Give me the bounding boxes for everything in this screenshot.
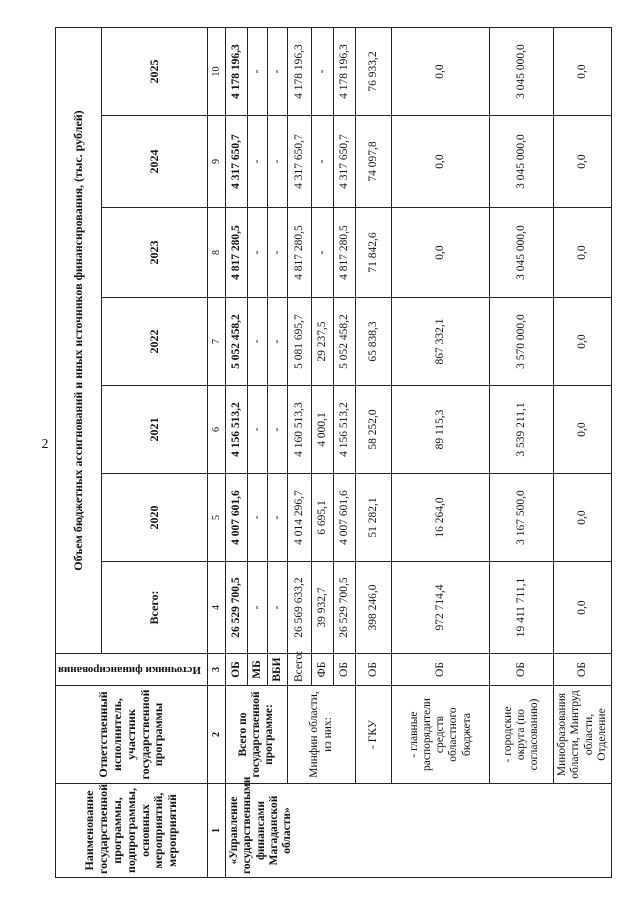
row-source: ОБ [226,654,248,686]
row-value: 3 539 211,1 [490,386,554,474]
row-executor: Минобразования области, Минтруд области, Отделение [554,686,612,784]
column-number-row [208,27,226,877]
row-source: ОБ [356,654,392,686]
header-volume: Объем бюджетных ассигнований и иных источников финансирования, (тыс. рублей) [56,27,102,653]
row-value: - [248,208,268,298]
row-value: 26 569 633,2 [288,562,312,654]
row-value: 398 246,0 [356,562,392,654]
row-value: 4 156 513,2 [334,386,356,474]
table-row [554,27,612,877]
header-name: Наименование государственной программы, подпрограммы, основных мероприятий, мероприятий [56,784,208,878]
row-value: 972 714,4 [392,562,490,654]
row-value: 0,0 [554,474,612,562]
row-value: 0,0 [554,298,612,386]
row-value: 4 007 601,6 [226,474,248,562]
row-source: Всего: [288,654,312,686]
row-value: - [268,386,288,474]
row-value: 4 178 196,3 [226,27,248,115]
row-value: 0,0 [392,27,490,115]
row-value: 0,0 [554,27,612,115]
row-value: - [268,116,288,208]
row-value: - [248,27,268,115]
row-value: 89 115,3 [392,386,490,474]
budget-table [55,27,612,878]
header-sources [56,654,208,686]
row-value: - [248,562,268,654]
row-source: ОБ [392,654,490,686]
col-number: 4 [208,562,226,654]
row-source: ВБИ [268,654,288,686]
row-value: 4 817 280,5 [334,208,356,298]
col-number: 7 [208,298,226,386]
row-value: 76 933,2 [356,27,392,115]
row-value: - [248,474,268,562]
budget-table-container [55,28,608,878]
row-value: 0,0 [392,208,490,298]
row-executor: - главные распорядители средств областного бюджета [392,686,490,784]
row-value: 3 045 000,0 [490,116,554,208]
col-number: 8 [208,208,226,298]
row-value: 39 932,7 [312,562,334,654]
row-value: - [248,116,268,208]
row-value: 58 252,0 [356,386,392,474]
row-value: 4 160 513,3 [288,386,312,474]
row-value: 19 411 711,1 [490,562,554,654]
row-value: 4 317 650,7 [334,116,356,208]
table-row [226,27,248,877]
row-value: 4 317 650,7 [226,116,248,208]
row-value: 5 052 458,2 [226,298,248,386]
row-value: - [268,208,288,298]
row-value: 4 156 513,2 [226,386,248,474]
row-value: 65 838,3 [356,298,392,386]
row-value: 51 282,1 [356,474,392,562]
row-value: 16 264,0 [392,474,490,562]
row-value: 3 167 500,0 [490,474,554,562]
col-number: 6 [208,386,226,474]
row-value: - [312,27,334,115]
row-value: - [248,386,268,474]
program-name: «Управление государственными финансами Магаданской области» [226,784,612,878]
row-value: 4 178 196,3 [288,27,312,115]
row-value: 29 237,5 [312,298,334,386]
row-value: - [268,298,288,386]
row-source: ОБ [334,654,356,686]
col-number: 3 [208,654,226,686]
row-value: 4 014 296,7 [288,474,312,562]
page-number: 2 [41,437,49,452]
row-value: 0,0 [392,116,490,208]
row-value: 3 045 000,0 [490,208,554,298]
row-value: - [268,562,288,654]
col-number: 9 [208,116,226,208]
rotated-page-content [55,28,608,878]
row-executor: - городские округа (по согласованию) [490,686,554,784]
header-year-2021: 2021 [102,386,208,474]
row-value: 3 045 000,0 [490,27,554,115]
table-row [392,27,490,877]
row-source: ОБ [490,654,554,686]
row-value: 0,0 [554,116,612,208]
row-value: 0,0 [554,562,612,654]
header-year-2022: 2022 [102,298,208,386]
col-number: 2 [208,686,226,784]
header-row [56,27,102,877]
table-row [356,27,392,877]
row-value: 0,0 [554,208,612,298]
row-value: 0,0 [554,386,612,474]
row-value: - [312,208,334,298]
header-total: Всего: [102,562,208,654]
table-row [490,27,554,877]
col-number: 1 [208,784,226,878]
row-source: МБ [248,654,268,686]
row-value: 4 817 280,5 [226,208,248,298]
row-value: 74 097,8 [356,116,392,208]
row-value: 867 332,1 [392,298,490,386]
row-value: 4 000,1 [312,386,334,474]
col-number: 10 [208,27,226,115]
row-value: 4 178 196,3 [334,27,356,115]
row-source: ОБ [554,654,612,686]
header-executor: Ответственный исполнитель, участник государственной программы [56,686,208,784]
header-sources-text: Источники финансирования [58,663,201,676]
col-number: 5 [208,474,226,562]
row-value: - [268,27,288,115]
row-value: 5 052 458,2 [334,298,356,386]
row-value: 4 817 280,5 [288,208,312,298]
row-value: - [312,116,334,208]
row-value: 6 695,1 [312,474,334,562]
row-value: 4 007 601,6 [334,474,356,562]
row-value: 4 317 650,7 [288,116,312,208]
row-executor: - ГКУ [356,686,392,784]
row-value: - [248,298,268,386]
row-source: ФБ [312,654,334,686]
header-year-2024: 2024 [102,116,208,208]
row-executor: Минфин области, из них: [288,686,356,784]
row-value: 71 842,6 [356,208,392,298]
table-row [288,27,312,877]
header-year-2025: 2025 [102,27,208,115]
row-value: 5 081 695,7 [288,298,312,386]
header-year-2020: 2020 [102,474,208,562]
row-executor: Всего по государственной программе: [226,686,288,784]
row-value: 26 529 700,5 [226,562,248,654]
row-value: 3 570 000,0 [490,298,554,386]
header-year-2023: 2023 [102,208,208,298]
row-value: 26 529 700,5 [334,562,356,654]
row-value: - [268,474,288,562]
